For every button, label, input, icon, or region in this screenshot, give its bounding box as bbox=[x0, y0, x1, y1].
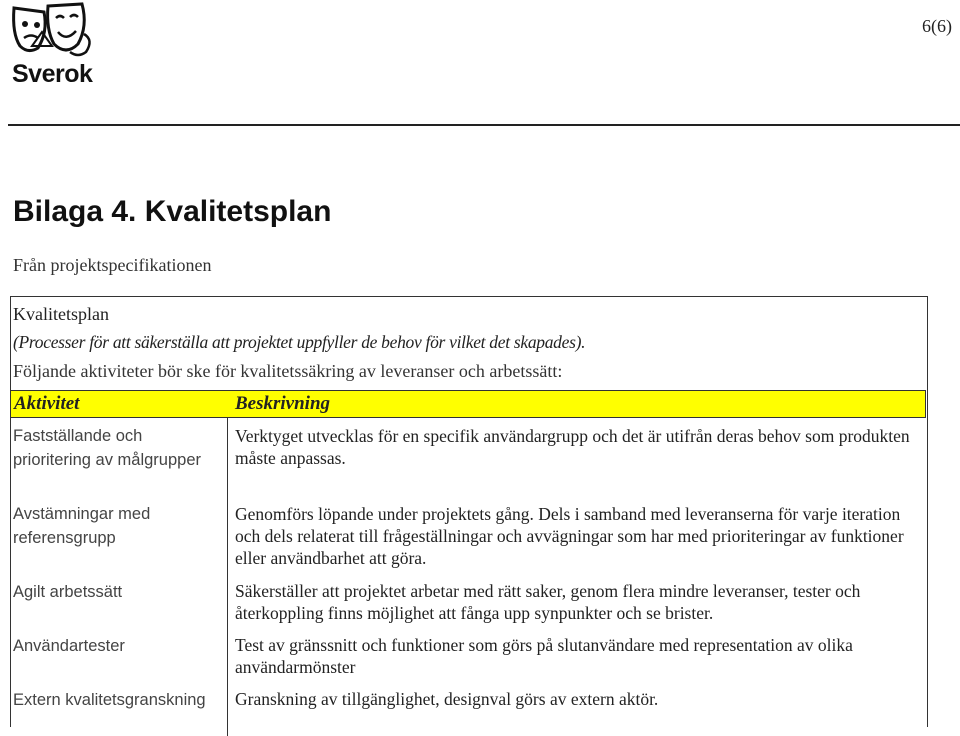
document-subtitle: Från projektspecifikationen bbox=[13, 255, 212, 275]
row-activity: Fastställande och prioritering av målgrupper bbox=[13, 427, 202, 469]
document-title: Bilaga 4. Kvalitetsplan bbox=[13, 195, 332, 228]
theatre-masks-icon bbox=[8, 2, 100, 62]
column-divider bbox=[227, 418, 228, 736]
logo-text: Sverok bbox=[12, 60, 93, 88]
row-description: Genomförs löpande under projektets gång. Dels i samband med leveranserna för varje iteration och dels relaterat till frågeställningar och avvägningar som har med prioriteringar av funktioner eller användbarhet att göra. bbox=[235, 504, 904, 568]
row-activity: Användartester bbox=[13, 637, 125, 655]
quality-plan-title: Kvalitetsplan bbox=[13, 304, 109, 324]
column-header-description: Beskrivning bbox=[235, 393, 331, 414]
quality-plan-note: (Processer för att säkerställa att projektet uppfyller de behov för vilket det skapades). bbox=[13, 332, 586, 352]
row-description: Granskning av tillgänglighet, designval görs av extern aktör. bbox=[235, 689, 659, 709]
row-activity: Extern kvalitetsgranskning bbox=[13, 691, 206, 709]
row-activity: Agilt arbetssätt bbox=[13, 583, 123, 601]
page-number: 6(6) bbox=[922, 16, 952, 36]
header-divider bbox=[8, 124, 960, 126]
table-header bbox=[10, 390, 926, 418]
quality-plan-lead: Följande aktiviteter bör ske för kvalitetssäkring av leveranser och arbetssätt: bbox=[13, 361, 563, 381]
row-description: Säkerställer att projektet arbetar med rätt saker, genom flera mindre leveranser, tester och återkoppling finns möjlighet att fånga upp synpunkter och se brister. bbox=[235, 581, 861, 623]
row-description: Verktyget utvecklas för en specifik användargrupp och det är utifrån deras behov som produkten måste anpassas. bbox=[235, 426, 910, 468]
row-description: Test av gränssnitt och funktioner som görs på slutanvändare med representation av olika användarmönster bbox=[235, 635, 853, 677]
column-header-activity: Aktivitet bbox=[14, 393, 80, 414]
row-activity: Avstämningar med referensgrupp bbox=[13, 505, 151, 547]
sverok-logo bbox=[8, 2, 100, 88]
